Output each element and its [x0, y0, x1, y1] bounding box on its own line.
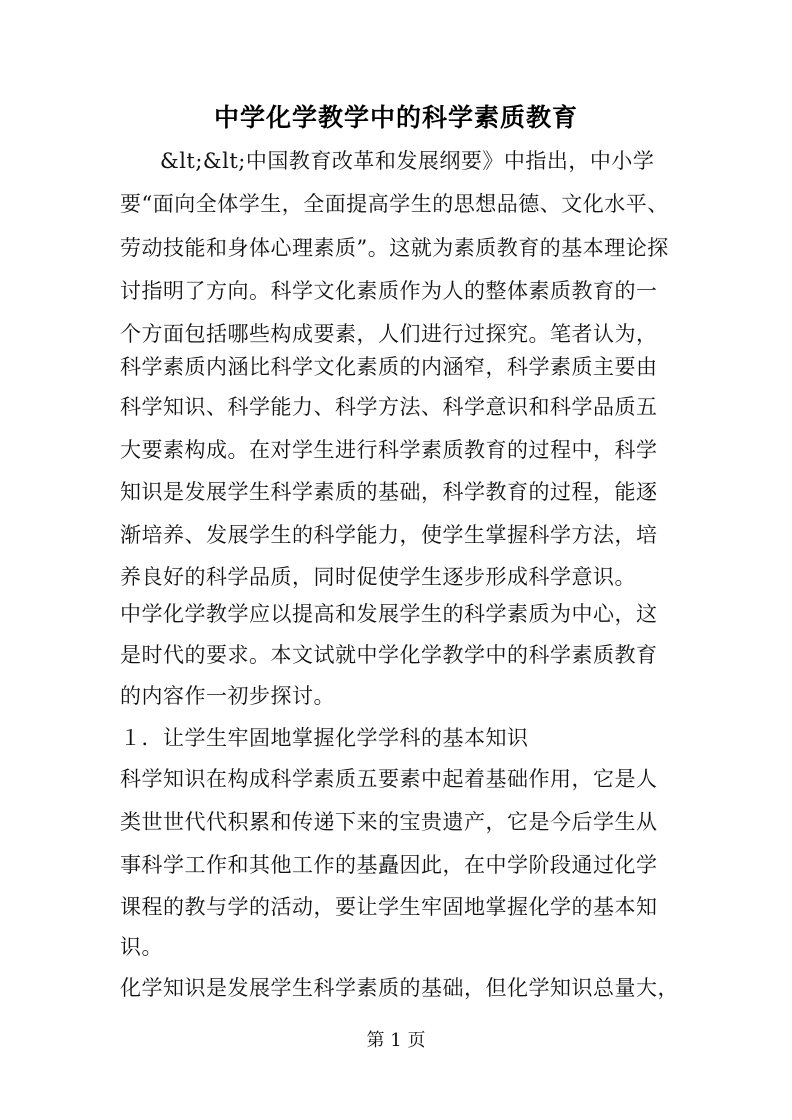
page-number: 第 1 页: [366, 1030, 426, 1051]
body-line: &lt;&lt;中国教育改革和发展纲要》中指出，中小学: [160, 149, 655, 173]
body-line: 个方面包括哪些构成要素，人们进行过探究。笔者认为，: [120, 322, 658, 346]
body-line: 的内容作一初步探讨。: [120, 684, 335, 708]
body-line: 是时代的要求。本文试就中学化学教学中的科学素质教育: [120, 643, 658, 667]
body-line: 科学素质内涵比科学文化素质的内涵窄，科学素质主要由: [120, 355, 658, 379]
body-line: 讨指明了方向。科学文化素质作为人的整体素质教育的一: [120, 279, 658, 303]
body-line: 识。: [120, 935, 163, 959]
section-heading: １．让学生牢固地掌握化学学科的基本知识: [120, 726, 529, 750]
body-line: 知识是发展学生科学素质的基础，科学教育的过程，能逐: [120, 480, 658, 504]
body-line: 中学化学教学应以提高和发展学生的科学素质为中心，这: [120, 602, 658, 626]
body-line: 事科学工作和其他工作的基矗因此，在中学阶段通过化学: [120, 853, 658, 877]
body-line: 类世世代代积累和传递下来的宝贵遗产，它是今后学生从: [120, 810, 658, 834]
body-line: 养良好的科学品质，同时促使学生逐步形成科学意识。: [120, 565, 636, 589]
body-line: 要“面向全体学生，全面提高学生的思想品德、文化水平、: [120, 192, 669, 216]
document-title: 中学化学教学中的科学素质教育: [213, 103, 578, 132]
body-line: 劳动技能和身体心理素质”。这就为素质教育的基本理论探: [120, 236, 669, 260]
body-line: 科学知识在构成科学素质五要素中起着基础作用，它是人: [120, 767, 658, 791]
body-line: 大要素构成。在对学生进行科学素质教育的过程中，科学: [120, 438, 658, 462]
body-line: 化学知识是发展学生科学素质的基础，但化学知识总量大，: [120, 976, 679, 1000]
body-line: 科学知识、科学能力、科学方法、科学意识和科学品质五: [120, 395, 658, 419]
body-line: 课程的教与学的活动，要让学生牢固地掌握化学的基本知: [120, 895, 658, 919]
body-line: 渐培养、发展学生的科学能力，使学生掌握科学方法，培: [120, 523, 658, 547]
